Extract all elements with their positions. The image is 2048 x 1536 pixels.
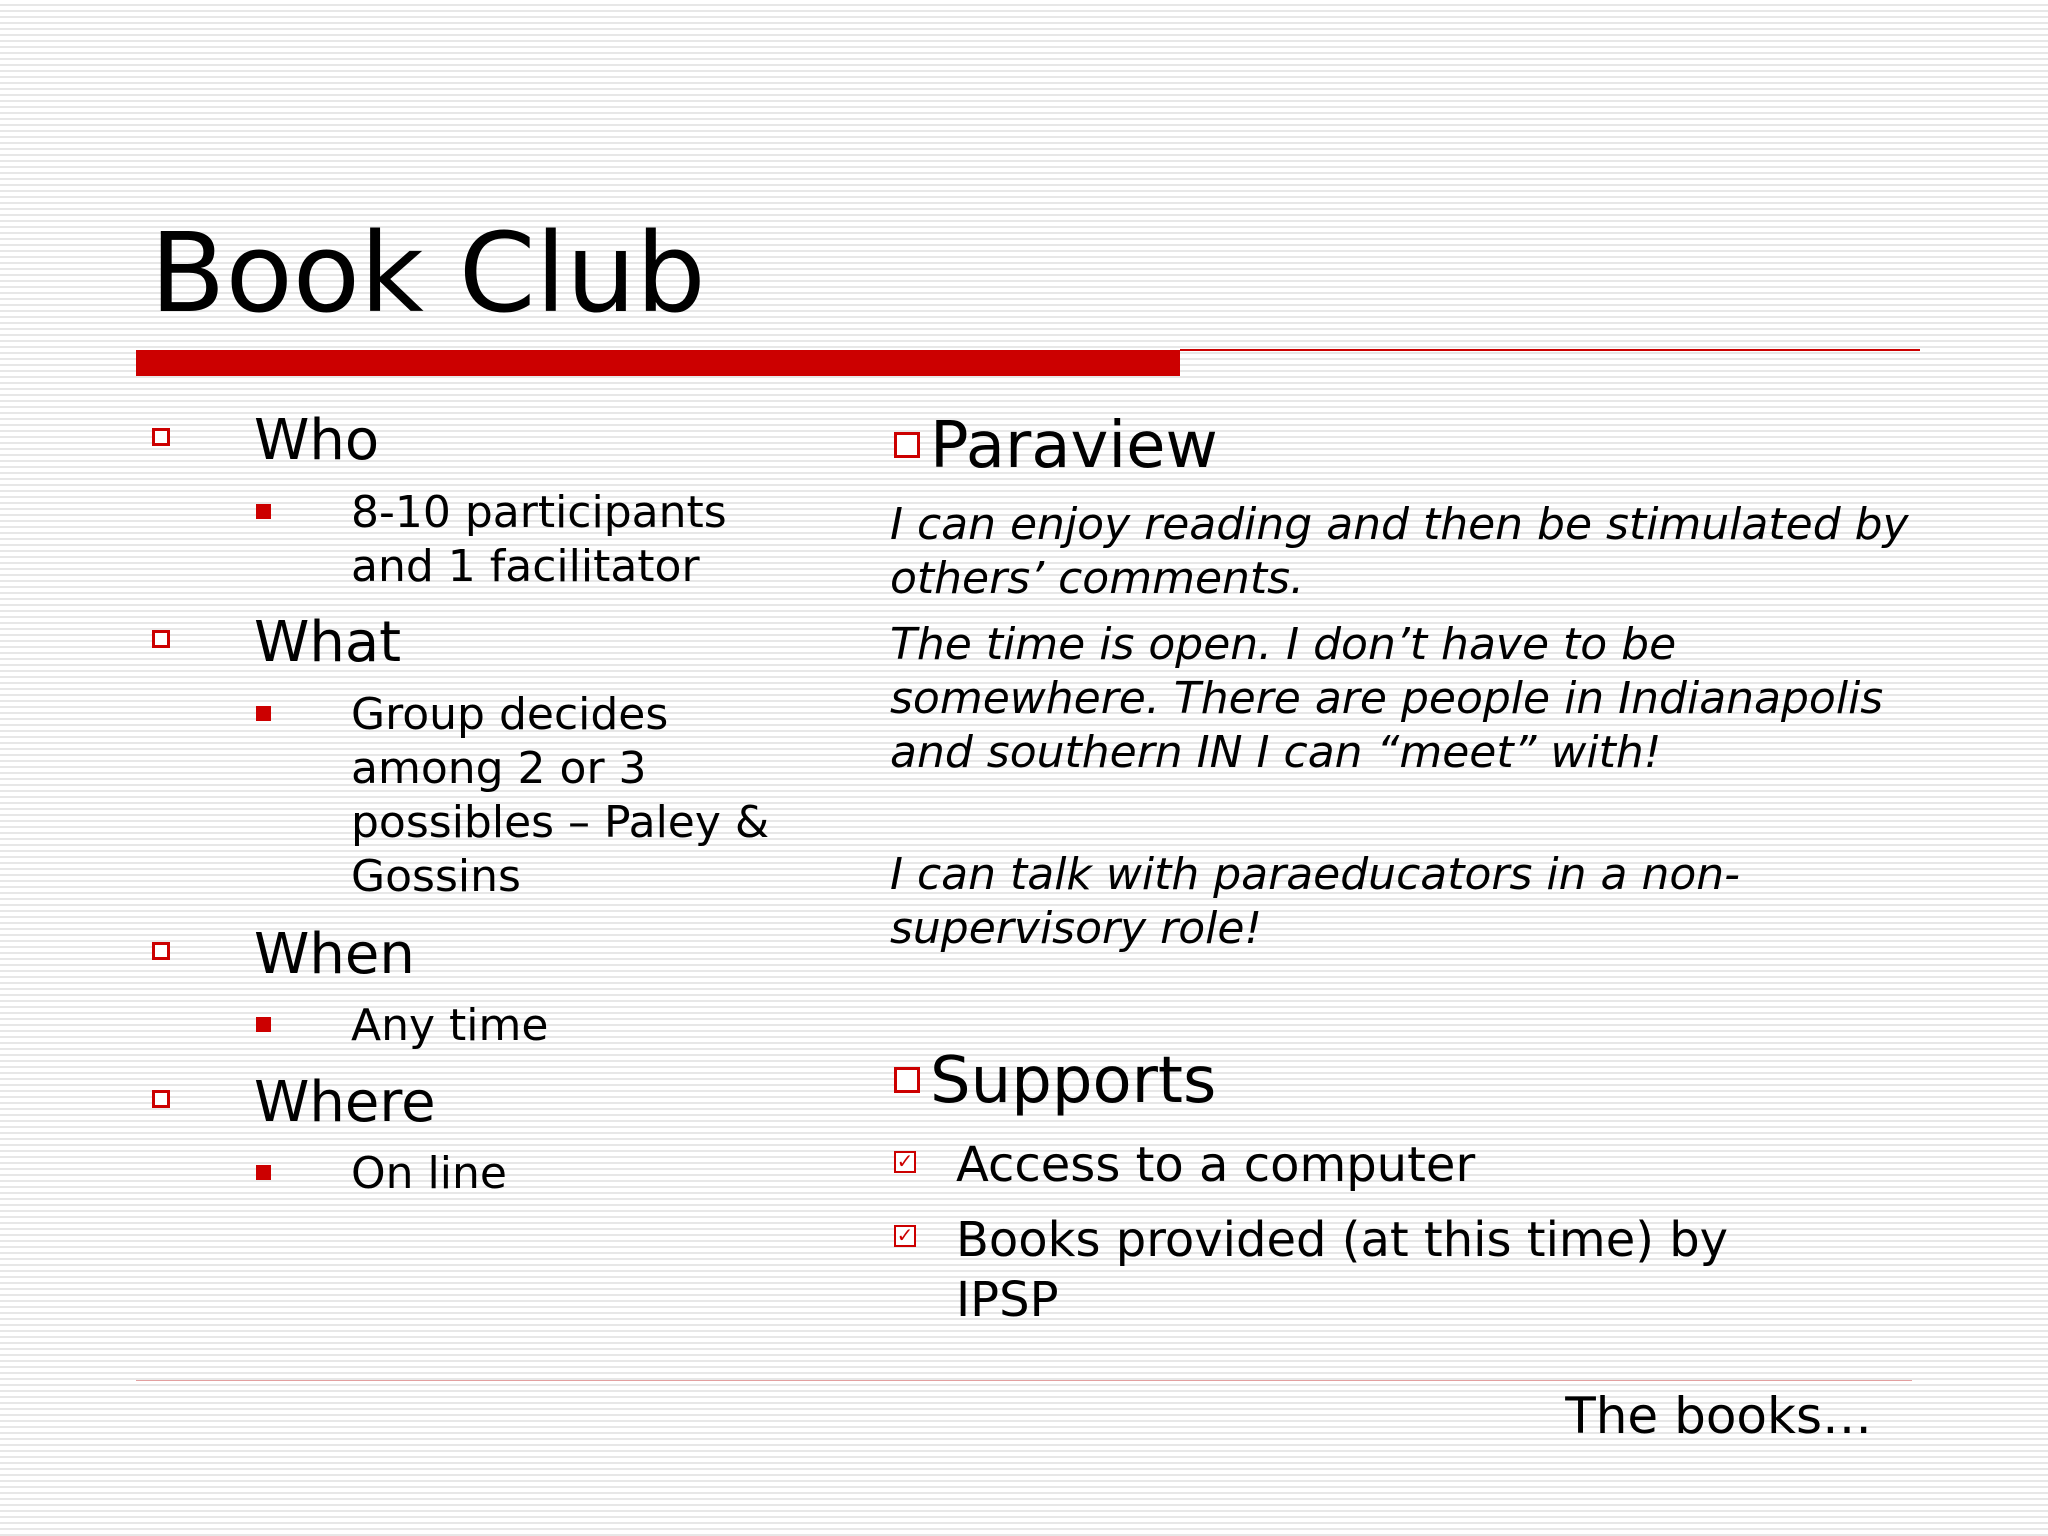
paraview-heading: Paraview [930,409,1218,483]
slide-title: Book Club [150,209,706,337]
who-heading: Who [254,408,380,473]
supports-item: Access to a computer [956,1137,1476,1193]
the-books-link[interactable]: The books… [1565,1387,1872,1445]
filled-square-bullet-icon [256,504,271,519]
who-detail: 8-10 participants and 1 facilitator [351,487,727,592]
paraview-quote: I can enjoy reading and then be stimulated by others’ comments. [890,499,1909,604]
when-detail: Any time [351,1000,549,1051]
when-heading: When [254,922,415,987]
what-heading: What [254,610,402,675]
hollow-square-bullet-icon [152,1090,170,1108]
hollow-square-bullet-icon [894,432,920,458]
checkbox-bullet-icon: ✓ [894,1151,916,1173]
hollow-square-bullet-icon [152,428,170,446]
checkbox-bullet-icon: ✓ [894,1225,916,1247]
filled-square-bullet-icon [256,1017,271,1032]
hollow-square-bullet-icon [152,942,170,960]
filled-square-bullet-icon [256,706,271,721]
paraview-quote: The time is open. I don’t have to be somewhere. There are people in Indianapolis and southern IN I can “meet” with! [890,619,1884,778]
hollow-square-bullet-icon [894,1067,920,1093]
paraview-quote: I can talk with paraeducators in a non-supervisory role! [890,849,1741,954]
title-underline-thin [1180,349,1920,351]
what-detail: Group decides among 2 or 3 possibles – Paley & Gossins [351,689,770,902]
title-underline-thick [136,350,1180,376]
supports-heading: Supports [930,1044,1217,1118]
hollow-square-bullet-icon [152,630,170,648]
footer-divider [136,1380,1912,1381]
filled-square-bullet-icon [256,1165,271,1180]
where-detail: On line [351,1148,507,1199]
supports-item: Books provided (at this time) by IPSP [956,1212,1729,1328]
where-heading: Where [254,1070,436,1135]
